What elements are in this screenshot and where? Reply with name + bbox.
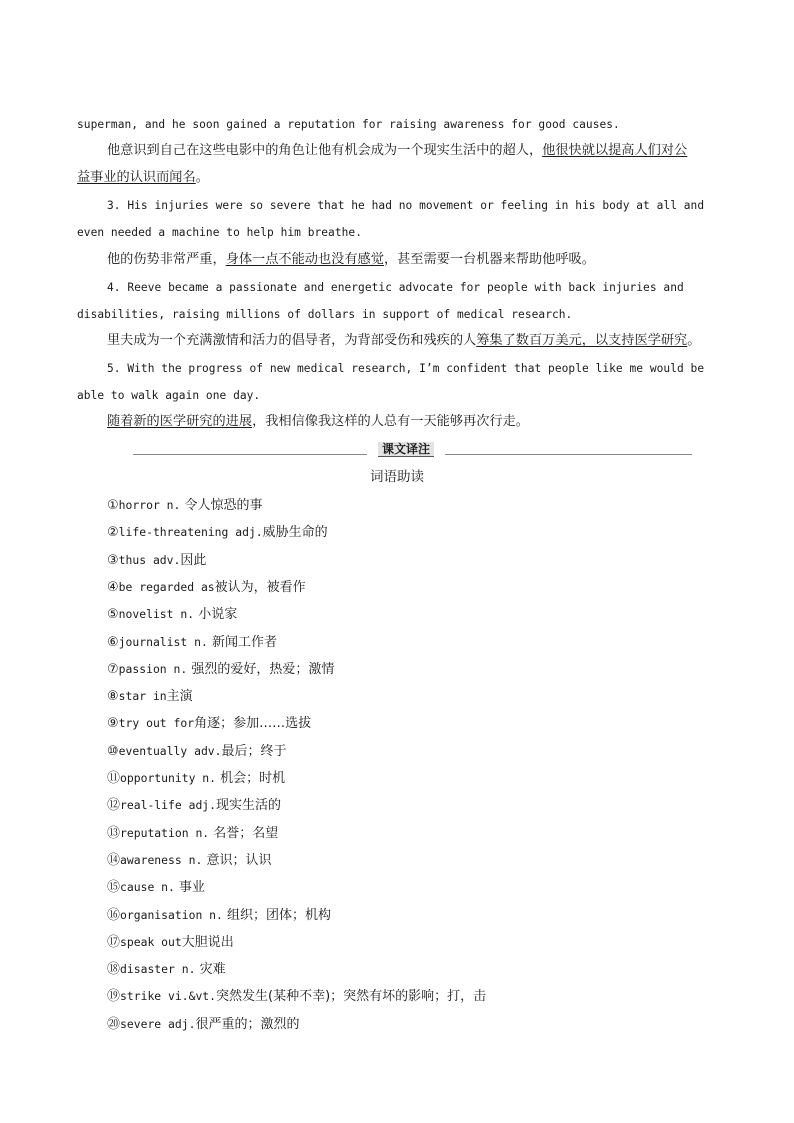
passage-chinese-line	[77, 170, 209, 186]
vocab-word: horror n.	[118, 498, 181, 512]
vocab-item	[107, 1016, 299, 1033]
vocab-number: ⑮	[107, 880, 121, 895]
vocab-number: ②	[107, 525, 119, 540]
sentence-5-english-cont: able to walk again one day.	[77, 389, 261, 402]
passage-chinese-text: 他的伤势非常严重，	[107, 252, 226, 267]
vocab-definition: 新闻工作者	[207, 635, 277, 650]
vocab-title: 词语助读	[370, 469, 424, 485]
vocab-item	[107, 552, 206, 569]
sentence-5-english: 5. With the progress of new medical research, I’m confident that people like me would be	[107, 362, 705, 375]
passage-chinese-text: 。	[687, 333, 701, 348]
vocab-definition: 很严重的；激烈的	[195, 1017, 300, 1032]
vocab-definition: 强烈的爱好，热爱；激情	[187, 662, 335, 677]
vocab-definition: 因此	[180, 553, 207, 568]
vocab-word: strike vi.&vt.	[120, 989, 217, 1003]
vocab-number: ⑦	[107, 662, 119, 677]
passage-chinese-text: 。	[195, 170, 209, 185]
vocab-number: ①	[107, 498, 119, 513]
vocab-number: ⑩	[107, 744, 119, 759]
vocab-definition: 角逐；参加……选拔	[194, 716, 312, 731]
vocab-word: disaster n.	[120, 962, 196, 976]
vocab-number: ⑯	[107, 908, 121, 923]
vocab-definition: 令人惊恐的事	[180, 498, 263, 513]
underlined-translation: 随着新的医学研究的进展	[107, 414, 253, 429]
vocab-item	[107, 852, 271, 869]
vocab-definition: 威胁生命的	[262, 525, 328, 540]
vocab-word: try out for	[118, 716, 195, 730]
vocab-item	[107, 579, 306, 596]
vocab-number: ⑤	[107, 607, 119, 622]
vocab-number: ⑱	[107, 962, 121, 977]
vocab-item	[107, 688, 193, 705]
vocab-item	[107, 497, 263, 514]
vocab-item	[107, 797, 281, 814]
vocab-item	[107, 743, 287, 760]
vocab-definition: 被认为，被看作	[214, 580, 306, 595]
passage-chinese-text: ，我相信像我这样的人总有一天能够再次行走。	[252, 414, 529, 429]
vocab-item	[107, 661, 334, 678]
vocab-number: ⑰	[107, 935, 121, 950]
vocab-number: ③	[107, 553, 119, 568]
vocab-definition: 主演	[166, 689, 193, 704]
vocab-item	[107, 606, 237, 623]
vocab-number: ⑬	[107, 826, 121, 841]
vocab-word: speak out	[120, 935, 182, 949]
sentence-3-english: 3. His injuries were so severe that he had no movement or feeling in his body at all and	[107, 199, 705, 212]
vocab-number: ⑳	[107, 1017, 121, 1032]
vocab-number: ⑧	[107, 689, 119, 704]
vocab-word: thus adv.	[118, 553, 181, 567]
section-label-text: 课文译注	[378, 442, 434, 457]
underlined-translation: 他很快就以提高人们对公	[542, 143, 688, 158]
vocab-word: reputation n.	[120, 826, 210, 840]
vocab-word: passion n.	[118, 662, 188, 676]
passage-english-line: superman, and he soon gained a reputation for raising awareness for good causes.	[77, 118, 620, 131]
vocab-definition: 突然发生(某种不幸)；突然有坏的影响；打，击	[216, 989, 487, 1004]
vocab-definition: 最后；终于	[221, 744, 287, 759]
vocab-definition: 大胆说出	[181, 935, 234, 950]
vocab-definition: 机会；时机	[216, 771, 286, 786]
vocab-number: ⑫	[107, 798, 121, 813]
vocab-word: real-life adj.	[120, 798, 217, 812]
vocab-word: organisation n.	[120, 908, 223, 922]
vocab-word: awareness n.	[120, 853, 203, 867]
vocab-item	[107, 634, 277, 651]
passage-chinese-text: 他意识到自己在这些电影中的角色让他有机会成为一个现实生活中的超人，	[107, 143, 543, 158]
vocab-word: cause n.	[120, 880, 175, 894]
vocab-word: severe adj.	[120, 1017, 196, 1031]
vocab-item	[107, 524, 328, 541]
sentence-4-english-cont: disabilities, raising millions of dollars in support of medical research.	[77, 308, 573, 321]
underlined-translation: 益事业的认识而闻名	[77, 170, 196, 185]
vocab-definition: 灾难	[195, 962, 226, 977]
vocab-word: be regarded as	[118, 580, 215, 594]
vocab-item	[107, 715, 311, 732]
section-label	[367, 442, 445, 456]
underlined-translation: 筹集了数百万美元，以支持医学研究	[476, 333, 688, 348]
vocab-item	[107, 934, 234, 951]
vocab-definition: 现实生活的	[216, 798, 282, 813]
vocab-word: journalist n.	[118, 635, 208, 649]
vocab-number: ⑭	[107, 853, 121, 868]
passage-chinese-text: ，甚至需要一台机器来帮助他呼吸。	[383, 252, 595, 267]
vocab-number: ⑨	[107, 716, 119, 731]
vocab-number: ④	[107, 580, 119, 595]
vocab-word: novelist n.	[118, 607, 195, 621]
vocab-item	[107, 907, 331, 924]
vocab-number: ⑪	[107, 771, 121, 786]
vocab-definition: 事业	[174, 880, 206, 895]
vocab-item	[107, 825, 278, 842]
sentence-4-chinese	[107, 333, 700, 349]
vocab-definition: 意识；认识	[202, 853, 272, 868]
vocab-item	[107, 961, 226, 978]
passage-chinese-line	[107, 143, 687, 159]
vocab-definition: 小说家	[194, 607, 238, 622]
vocab-definition: 名誉；名望	[209, 826, 279, 841]
vocab-word: opportunity n.	[120, 771, 217, 785]
vocab-word: life-threatening adj.	[118, 525, 263, 539]
underlined-translation: 身体一点不能动也没有感觉	[225, 252, 384, 267]
passage-chinese-text: 里夫成为一个充满激情和活力的倡导者，为背部受伤和残疾的人	[107, 333, 477, 348]
sentence-3-english-cont: even needed a machine to help him breathe.	[77, 226, 362, 239]
sentence-4-english: 4. Reeve became a passionate and energetic advocate for people with back injuries and	[107, 281, 684, 294]
sentence-3-chinese	[107, 252, 595, 268]
vocab-number: ⑲	[107, 989, 121, 1004]
vocab-item	[107, 770, 285, 787]
vocab-word: star in	[118, 689, 167, 703]
vocab-word: eventually adv.	[118, 744, 222, 758]
sentence-5-chinese	[107, 414, 529, 430]
vocab-item	[107, 879, 205, 896]
vocab-item	[107, 988, 486, 1005]
vocab-definition: 组织；团体；机构	[222, 908, 332, 923]
vocab-number: ⑥	[107, 635, 119, 650]
